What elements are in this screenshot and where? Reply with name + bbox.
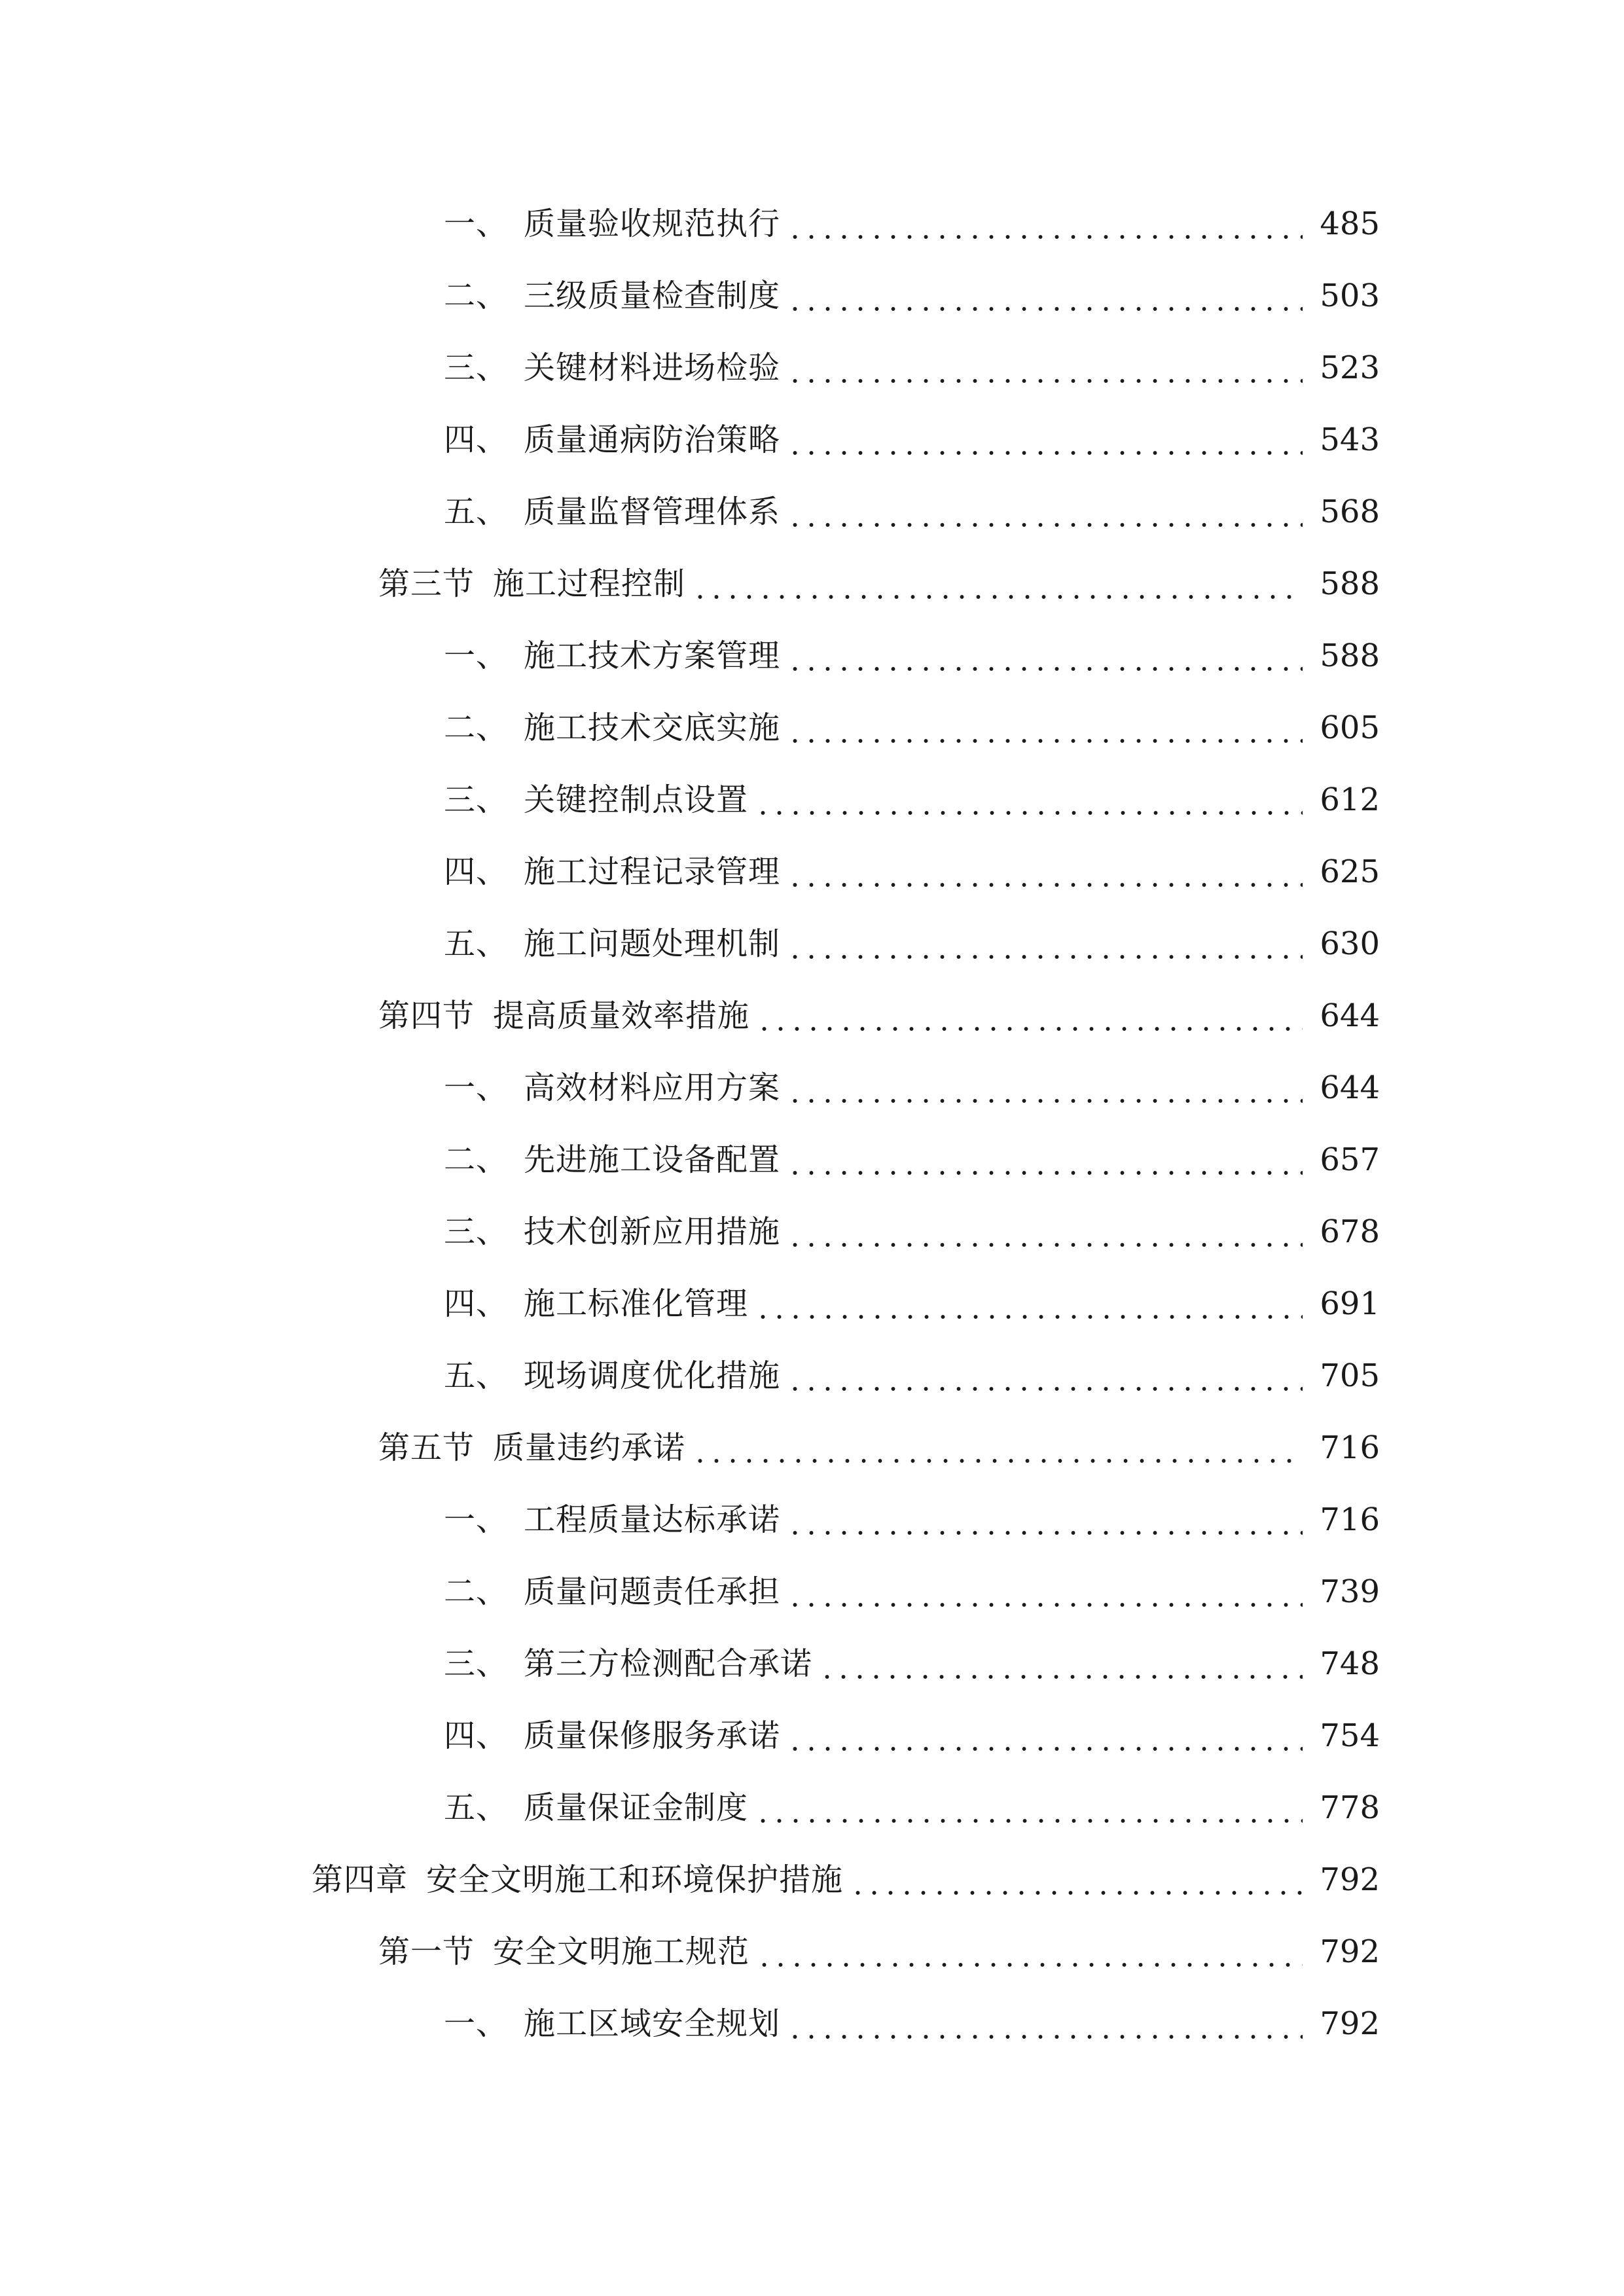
- dot-leader: [787, 208, 1303, 240]
- toc-entry-number: 一、: [444, 2005, 509, 2042]
- toc-entry-item[interactable]: [0, 1700, 1624, 1772]
- dot-leader: [787, 1576, 1303, 1607]
- toc-entry-title: 质量保修服务承诺: [524, 1717, 781, 1754]
- toc-entry-item[interactable]: [0, 692, 1624, 764]
- toc-entry-page-number: 644: [1320, 997, 1380, 1034]
- toc-entry-page-number: 657: [1320, 1141, 1380, 1178]
- toc-entry-number: 二、: [444, 1573, 509, 1610]
- toc-entry-title: 安全文明施工和环境保护措施: [426, 1861, 844, 1898]
- dot-leader: [755, 1288, 1303, 1319]
- toc-entry-page-number: 691: [1320, 1285, 1380, 1322]
- dot-leader: [787, 352, 1303, 384]
- toc-entry-item[interactable]: [0, 1196, 1624, 1268]
- toc-entry-number: 三、: [444, 1213, 509, 1250]
- dot-leader: [787, 1144, 1303, 1175]
- toc-entry-number: 二、: [444, 709, 509, 746]
- toc-entry-title: 关键控制点设置: [524, 781, 749, 818]
- toc-entry-title: 关键材料进场检验: [524, 350, 781, 386]
- toc-entry-number: 四、: [444, 1285, 509, 1322]
- toc-entry-title: 施工过程记录管理: [524, 853, 781, 890]
- toc-entry-section[interactable]: [0, 980, 1624, 1052]
- dot-leader: [787, 424, 1303, 456]
- dot-leader: [787, 2008, 1303, 2039]
- toc-entry-page-number: 705: [1320, 1357, 1380, 1394]
- toc-entry-title: 质量保证金制度: [524, 1789, 749, 1826]
- dot-leader: [755, 1792, 1303, 1823]
- toc-entry-page-number: 523: [1320, 350, 1380, 386]
- toc-entry-number: 第四章: [312, 1861, 408, 1898]
- toc-entry-number: 一、: [444, 1069, 509, 1106]
- toc-entry-page-number: 588: [1320, 637, 1380, 674]
- toc-entry-title: 施工技术方案管理: [524, 637, 781, 674]
- toc-entry-item[interactable]: [0, 260, 1624, 332]
- toc-entry-title: 安全文明施工规范: [493, 1933, 750, 1970]
- toc-entry-item[interactable]: [0, 1988, 1624, 2060]
- toc-entry-number: 第一节: [378, 1933, 475, 1970]
- toc-entry-item[interactable]: [0, 1124, 1624, 1196]
- toc-entry-page-number: 485: [1320, 206, 1380, 242]
- toc-entry-title: 高效材料应用方案: [524, 1069, 781, 1106]
- toc-entry-section[interactable]: [0, 1412, 1624, 1484]
- toc-entry-title: 质量通病防治策略: [524, 422, 781, 458]
- toc-entry-number: 一、: [444, 206, 509, 242]
- toc-entry-title: 提高质量效率措施: [493, 997, 750, 1034]
- toc-entry-item[interactable]: [0, 404, 1624, 476]
- toc-entry-title: 施工技术交底实施: [524, 709, 781, 746]
- toc-entry-page-number: 716: [1320, 1501, 1380, 1538]
- toc-entry-number: 三、: [444, 781, 509, 818]
- toc-entry-page-number: 748: [1320, 1645, 1380, 1682]
- toc-entry-item[interactable]: [0, 1772, 1624, 1844]
- toc-entry-title: 施工过程控制: [493, 565, 686, 602]
- toc-entry-number: 一、: [444, 1501, 509, 1538]
- toc-entry-number: 四、: [444, 853, 509, 890]
- toc-entry-title: 施工区域安全规划: [524, 2005, 781, 2042]
- toc-entry-number: 五、: [444, 925, 509, 962]
- toc-entry-number: 一、: [444, 637, 509, 674]
- toc-entry-item[interactable]: [0, 476, 1624, 548]
- toc-entry-page-number: 644: [1320, 1069, 1380, 1106]
- toc-entry-number: 二、: [444, 278, 509, 314]
- toc-entry-page-number: 605: [1320, 709, 1380, 746]
- toc-entry-number: 第三节: [378, 565, 475, 602]
- toc-entry-title: 技术创新应用措施: [524, 1213, 781, 1250]
- toc-entry-page-number: 716: [1320, 1429, 1380, 1466]
- toc-entry-title: 工程质量达标承诺: [524, 1501, 781, 1538]
- table-of-contents: [0, 188, 1624, 2060]
- toc-entry-section[interactable]: [0, 548, 1624, 620]
- toc-entry-page-number: 778: [1320, 1789, 1380, 1826]
- toc-entry-item[interactable]: [0, 332, 1624, 404]
- toc-entry-number: 五、: [444, 493, 509, 530]
- toc-entry-page-number: 588: [1320, 565, 1380, 602]
- toc-entry-page-number: 792: [1320, 1933, 1380, 1970]
- toc-entry-number: 第五节: [378, 1429, 475, 1466]
- toc-entry-title: 施工问题处理机制: [524, 925, 781, 962]
- toc-entry-title: 施工标准化管理: [524, 1285, 749, 1322]
- toc-entry-item[interactable]: [0, 620, 1624, 692]
- dot-leader: [787, 280, 1303, 312]
- dot-leader: [755, 784, 1303, 816]
- toc-entry-title: 质量监督管理体系: [524, 493, 781, 530]
- toc-entry-item[interactable]: [0, 908, 1624, 980]
- toc-entry-item[interactable]: [0, 1052, 1624, 1124]
- dot-leader: [787, 1360, 1303, 1391]
- toc-entry-number: 五、: [444, 1357, 509, 1394]
- toc-entry-section[interactable]: [0, 1916, 1624, 1988]
- dot-leader: [787, 1072, 1303, 1103]
- toc-entry-page-number: 739: [1320, 1573, 1380, 1610]
- toc-entry-page-number: 543: [1320, 422, 1380, 458]
- dot-leader: [787, 496, 1303, 528]
- toc-entry-item[interactable]: [0, 1556, 1624, 1628]
- dot-leader: [787, 856, 1303, 888]
- toc-entry-number: 四、: [444, 422, 509, 458]
- dot-leader: [819, 1648, 1303, 1679]
- dot-leader: [692, 568, 1303, 600]
- toc-entry-title: 质量验收规范执行: [524, 206, 781, 242]
- toc-entry-item[interactable]: [0, 1268, 1624, 1340]
- toc-entry-item[interactable]: [0, 1484, 1624, 1556]
- toc-entry-number: 五、: [444, 1789, 509, 1826]
- toc-entry-item[interactable]: [0, 836, 1624, 908]
- dot-leader: [787, 712, 1303, 744]
- dot-leader: [787, 1504, 1303, 1535]
- dot-leader: [692, 1432, 1303, 1463]
- toc-entry-number: 第四节: [378, 997, 475, 1034]
- toc-entry-page-number: 678: [1320, 1213, 1380, 1250]
- dot-leader: [756, 1000, 1303, 1031]
- toc-entry-chapter[interactable]: [0, 1844, 1624, 1916]
- toc-entry-number: 四、: [444, 1717, 509, 1754]
- toc-entry-title: 质量问题责任承担: [524, 1573, 781, 1610]
- dot-leader: [756, 1936, 1303, 1967]
- toc-entry-page-number: 625: [1320, 853, 1380, 890]
- dot-leader: [787, 928, 1303, 960]
- toc-entry-page-number: 630: [1320, 925, 1380, 962]
- dot-leader: [787, 640, 1303, 672]
- toc-entry-title: 现场调度优化措施: [524, 1357, 781, 1394]
- toc-entry-item[interactable]: [0, 1340, 1624, 1412]
- toc-entry-page-number: 568: [1320, 493, 1380, 530]
- toc-entry-title: 质量违约承诺: [493, 1429, 686, 1466]
- toc-entry-number: 三、: [444, 350, 509, 386]
- toc-entry-number: 三、: [444, 1645, 509, 1682]
- toc-entry-page-number: 612: [1320, 781, 1380, 818]
- dot-leader: [850, 1864, 1303, 1895]
- toc-entry-item[interactable]: [0, 1628, 1624, 1700]
- toc-entry-page-number: 754: [1320, 1717, 1380, 1754]
- toc-entry-page-number: 792: [1320, 2005, 1380, 2042]
- toc-entry-item[interactable]: [0, 188, 1624, 260]
- dot-leader: [787, 1216, 1303, 1247]
- toc-entry-page-number: 792: [1320, 1861, 1380, 1898]
- toc-entry-number: 二、: [444, 1141, 509, 1178]
- toc-entry-title: 第三方检测配合承诺: [524, 1645, 813, 1682]
- toc-entry-page-number: 503: [1320, 278, 1380, 314]
- toc-entry-item[interactable]: [0, 764, 1624, 836]
- dot-leader: [787, 1720, 1303, 1751]
- toc-entry-title: 先进施工设备配置: [524, 1141, 781, 1178]
- toc-entry-title: 三级质量检查制度: [524, 278, 781, 314]
